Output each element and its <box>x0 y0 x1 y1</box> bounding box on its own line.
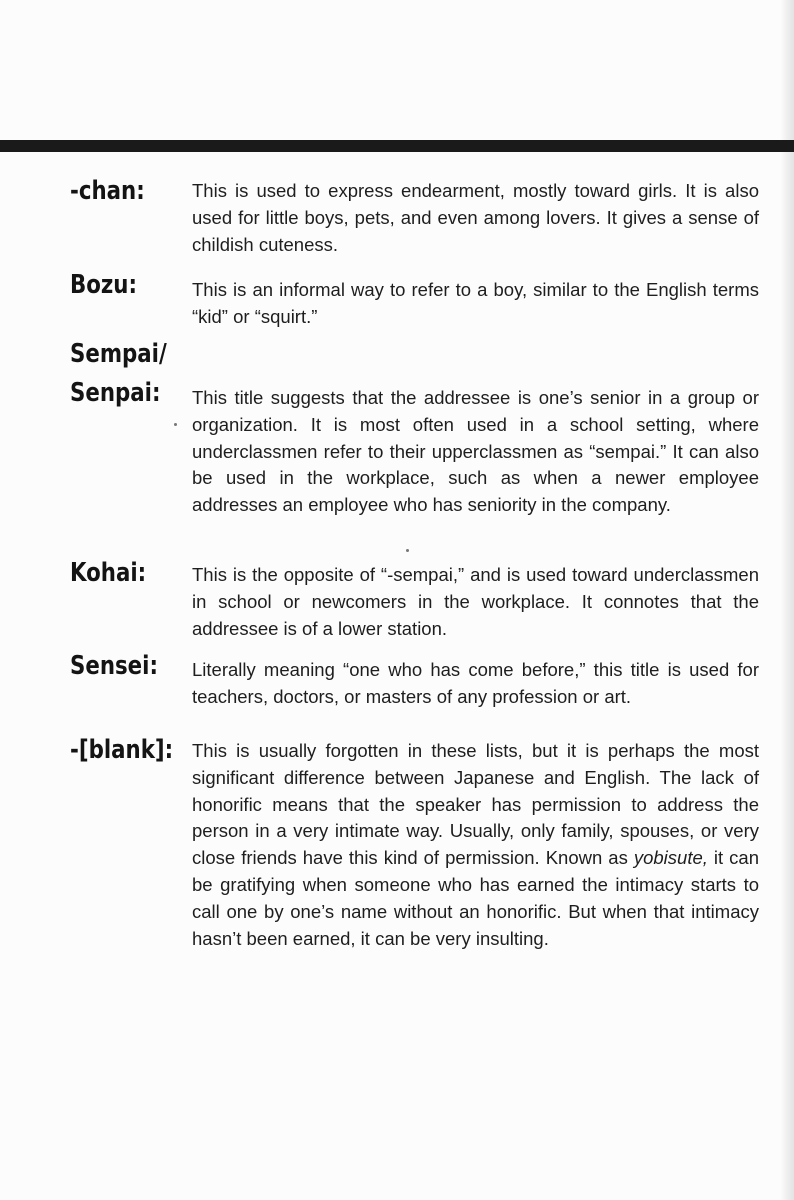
definition-blank-text-2: it can be gratifying when someone who has earned the intimacy starts to call one by one’s name without an honorific. But when that intimacy hasn’t been earned, it can be very insulting. <box>192 847 760 949</box>
term-blank: -[blank]: <box>70 735 174 765</box>
definition-blank-italic: yobisute, <box>633 847 708 869</box>
term-sempai: Sempai/ <box>70 339 167 369</box>
term-bozu: Bozu: <box>70 270 138 300</box>
term-sensei: Sensei: <box>70 651 158 681</box>
page-edge-shadow <box>780 0 794 1200</box>
definition-sempai: This title suggests that the addressee is one’s senior in a group or organization. It is most often used in a school setting, where underclassmen refer to their upperclassmen as “sempai.” It can also be used in the workplace, such as when a newer employee addresses an employee who has seniority in the company. <box>192 387 759 516</box>
definition-blank <box>192 738 759 952</box>
term-kohai: Kohai: <box>70 558 147 588</box>
definition-kohai: This is the opposite of “-sempai,” and is used toward underclassmen in school or newcomers in the workplace. It connotes that the addressee is of a lower station. <box>192 564 759 639</box>
scan-speck <box>174 423 177 426</box>
definition-bozu: This is an informal way to refer to a boy, similar to the English terms “kid” or “squirt.” <box>192 279 759 327</box>
definition-sensei: Literally meaning “one who has come before,” this title is used for teachers, doctors, or masters of any profession or art. <box>192 659 759 707</box>
definition-chan: This is used to express endearment, mostly toward girls. It is also used for little boys, pets, and even among lovers. It gives a sense of childish cuteness. <box>192 180 759 255</box>
header-rule <box>0 140 794 152</box>
term-chan: -chan: <box>70 176 145 206</box>
term-senpai: Senpai: <box>70 378 161 408</box>
scan-speck <box>406 549 409 552</box>
definition-blank-text-1: This is usually forgotten in these lists, but it is perhaps the most significant difference between Japanese and English. The lack of honorific means that the speaker has permission to address the person in a very intimate way. Usually, only family, spouses, or very close friends have this kind of permission. Known as <box>192 740 759 869</box>
